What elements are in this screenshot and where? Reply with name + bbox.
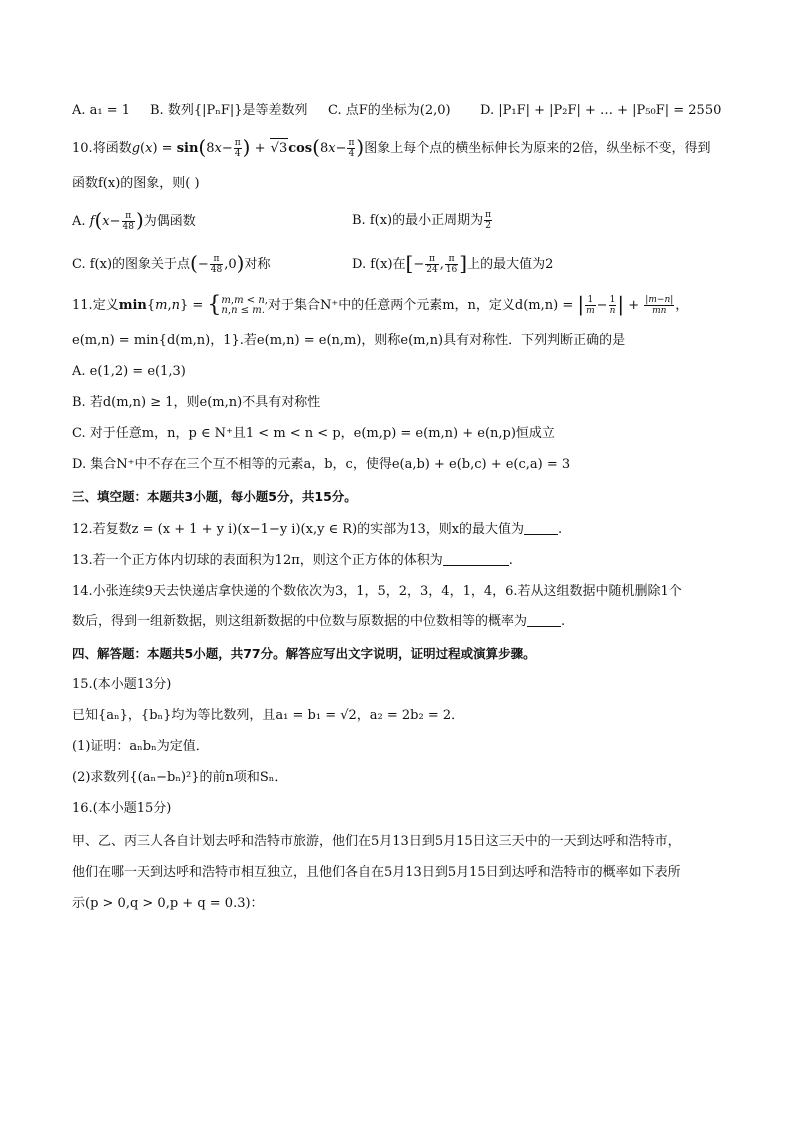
q16-line3: 示(p > 0,q > 0,p + q = 0.3)： (72, 896, 264, 911)
q14-line2-text: 数后，得到一组新数据，则这组新数据的中位数与原数据的中位数相等的概率为 (72, 614, 528, 629)
q11-stem-b: 对于集合N⁺中的任意两个元素m，n，定义d(m,n) = (267, 298, 574, 313)
q10-option-b-text: B. f(x)的最小正周期为 (352, 213, 484, 228)
q15-line1: 已知{aₙ}，{bₙ}均为等比数列，且a₁ = b₁ = √2，a₂ = 2b₂ = 2． (72, 708, 465, 723)
q15-part1: (1)证明：aₙbₙ为定值． (72, 739, 209, 754)
q10-stem-b: 图象上每个点的横坐标伸长为原来的2倍，纵坐标不变，得到 (364, 141, 711, 156)
q11-option-a: A. e(1,2) = e(1,3) (72, 364, 186, 379)
q11-stem: 11.定义min{m,n} = {m,m < n, n,n ≤ m. 对于集合N⁺中的任意两个元素m，n，定义d(m,n) = | $\frac{1}{m}$ − $\frac{1}{n}$ | + $\frac{|m-n|}{mn}$ ， (72, 292, 689, 318)
q12-blank (524, 522, 558, 535)
q10-option-a: A. f(x− $\frac{\pi}{48}$ )为偶函数 (72, 208, 196, 232)
q12: 12.若复数z = (x + 1 + y i)(x−1−y i)(x,y ∈ R)的实部为13，则x的最大值为 . (72, 522, 563, 537)
q16-line1: 甲、乙、丙三人各自计划去呼和浩特市旅游，他们在5月13日到5月15日这三天中的一天到达呼和浩特市， (72, 834, 681, 849)
q9-option-b: B. 数列{|PₙF|}是等差数列 (150, 103, 308, 118)
section-4-heading: 四、解答题：本题共5小题，共77分。解答应写出文字说明，证明过程或演算步骤。 (72, 646, 536, 661)
q10-option-d-tail: 上的最大值为2 (467, 257, 554, 272)
q9-option-d: D. |P₁F| + |P₂F| + … + |P₅₀F| = 2550 (480, 103, 722, 118)
q15-part2: (2)求数列{(aₙ−bₙ)²}的前n项和Sₙ． (72, 770, 288, 785)
q10-stem-a: 将函数 (92, 141, 132, 156)
q11-line2: e(m,n) = min{d(m,n)，1}.若e(m,n) = e(n,m)，则称e(m,n)具有对称性．下列判断正确的是 (72, 333, 626, 348)
q11-stem-a: 定义 (92, 298, 119, 313)
q9-option-c: C. 点F的坐标为(2,0) (328, 103, 451, 118)
q11-option-d: D. 集合N⁺中不存在三个互不相等的元素a，b，c，使得e(a,b) + e(b,c) + e(c,a) = 3 (72, 457, 571, 472)
q11-option-b: B. 若d(m,n) ≥ 1，则e(m,n)不具有对称性 (72, 395, 321, 410)
q9-option-a: A. a₁ = 1 (72, 103, 131, 118)
q10-option-c-tail: 对称 (244, 257, 271, 272)
q15-heading: 15.(本小题13分) (72, 677, 172, 692)
q10-option-d: D. f(x)在[− $\frac{\pi}{24}$ , $\frac{\pi}{16}$ ]上的最大值为2 (352, 251, 554, 275)
q11-number: 11. (72, 298, 93, 313)
q14-line2: 数后，得到一组新数据，则这组新数据的中位数与原数据的中位数相等的概率为 . (72, 614, 566, 629)
q10-option-d-head: D. f(x)在 (352, 257, 406, 272)
q10-number: 10. (72, 141, 93, 156)
q10-option-a-tail: 为偶函数 (143, 214, 196, 229)
q13-text: 13.若一个正方体内切球的表面积为12π，则这个正方体的体积为 (72, 553, 443, 568)
q14-line1: 14.小张连续9天去快递店拿快递的个数依次为3，1，5，2，3，4，1，4，6.若从这组数据中随机删除1个 (72, 584, 682, 599)
section-3-heading: 三、填空题：本题共3小题，每小题5分，共15分。 (72, 489, 357, 504)
q16-line2: 他们在哪一天到达呼和浩特市相互独立，且他们各自在5月13日到5月15日到达呼和浩特市的概率如下表所 (72, 865, 681, 880)
q12-text: 12.若复数z = (x + 1 + y i)(x−1−y i)(x,y ∈ R)的实部为13，则x的最大值为 (72, 522, 525, 537)
q10-stem: 10.将函数g(x) = sin(8x− $\frac{\pi}{4}$ ) + √3cos(8x− $\frac{\pi}{4}$ )图象上每个点的横坐标伸长为原来的2倍，纵坐标不变，得到 (72, 135, 711, 159)
q14-blank (527, 614, 561, 627)
q13: 13.若一个正方体内切球的表面积为12π，则这个正方体的体积为 . (72, 553, 513, 568)
q16-heading: 16.(本小题15分) (72, 801, 172, 816)
q11-option-c: C. 对于任意m，n，p ∈ N⁺且1 < m < n < p，e(m,p) = e(m,n) + e(n,p)恒成立 (72, 426, 555, 441)
q10-stem-line2: 函数f(x)的图象，则( ) (72, 176, 200, 191)
q13-blank (443, 553, 509, 566)
q10-option-c: C. f(x)的图象关于点(− $\frac{\pi}{48}$ ,0)对称 (72, 251, 271, 275)
q10-option-b: B. f(x)的最小正周期为 $\frac{\pi}{2}$ (352, 210, 492, 231)
q10-option-c-head: C. f(x)的图象关于点 (72, 257, 191, 272)
